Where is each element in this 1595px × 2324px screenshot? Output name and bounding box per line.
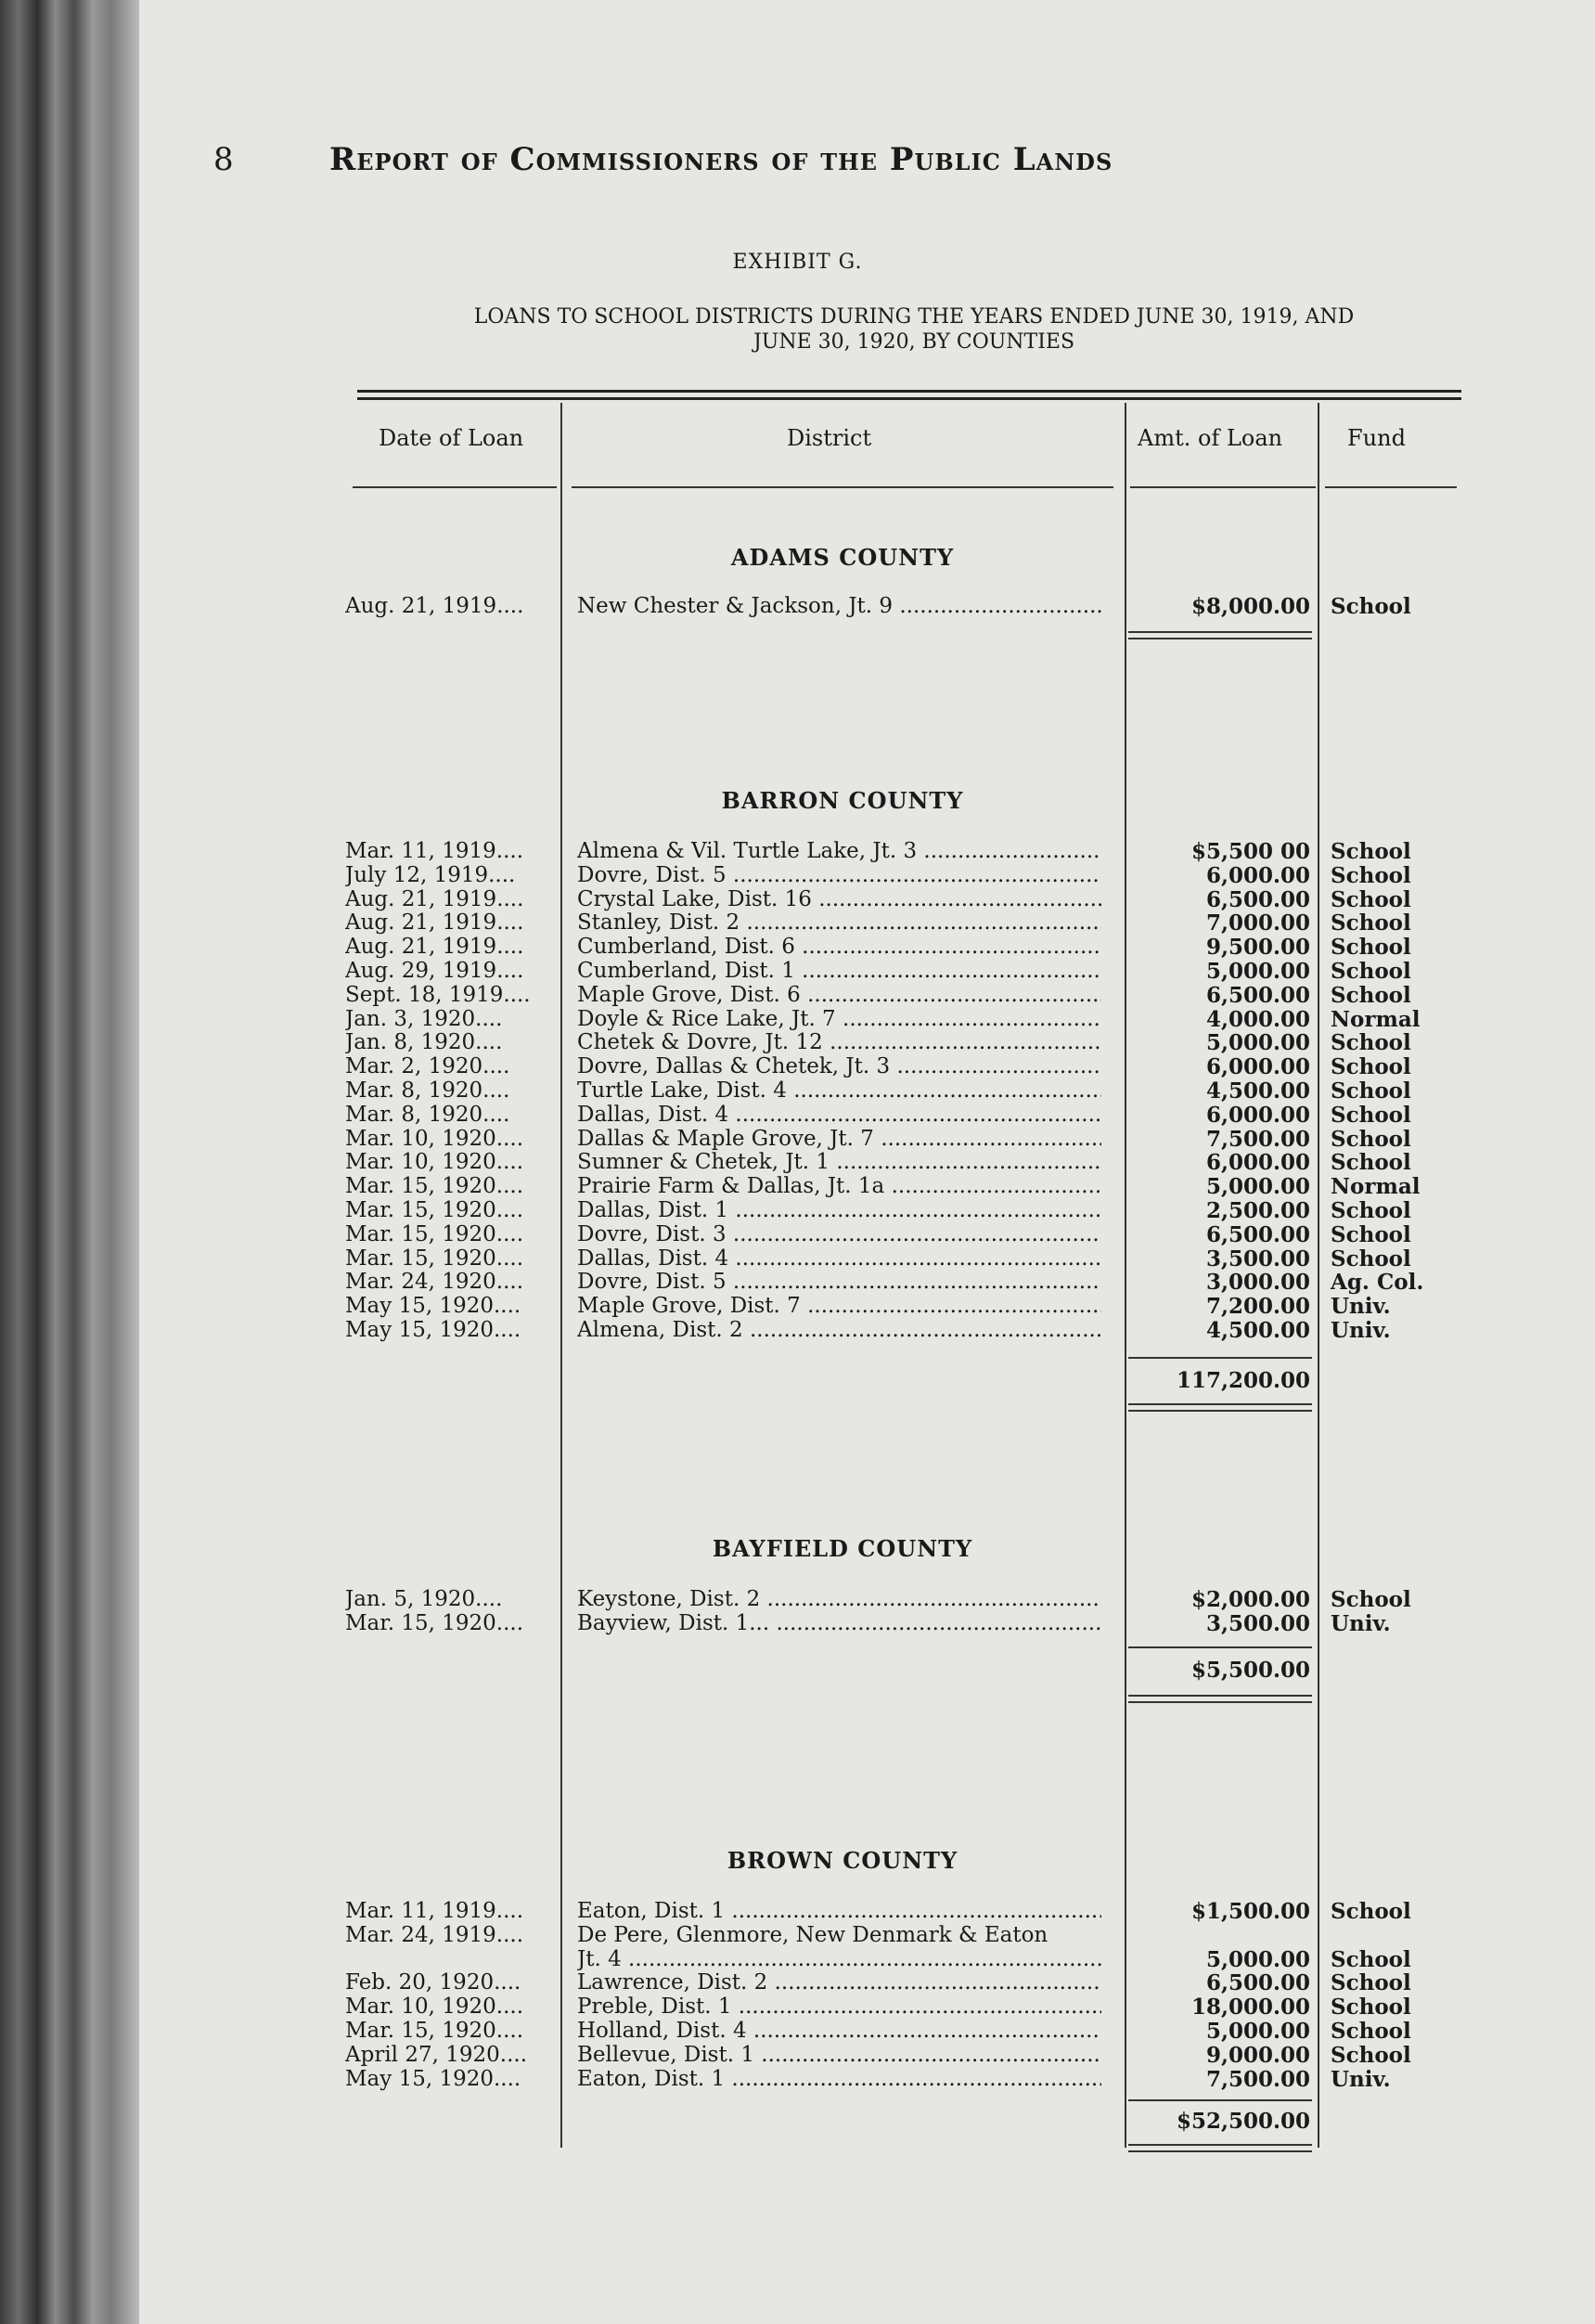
county-heading: BARRON COUNTY xyxy=(721,787,964,814)
loan-fund: School xyxy=(1331,1970,1411,1996)
county-heading: BROWN COUNTY xyxy=(727,1847,958,1874)
loan-fund: School xyxy=(1331,935,1411,961)
loan-fund: School xyxy=(1331,1030,1411,1056)
loan-fund: School xyxy=(1331,594,1411,619)
loan-date: Mar. 15, 1920.... xyxy=(345,1246,524,1271)
table-row xyxy=(345,2067,1459,2091)
total-double-rule xyxy=(1128,1403,1312,1412)
table-row xyxy=(345,1995,1459,2019)
header-rule-amount xyxy=(1130,486,1316,488)
loan-fund: School xyxy=(1331,839,1411,864)
table-row xyxy=(345,839,1459,863)
loan-date: Mar. 8, 1920.... xyxy=(345,1102,510,1127)
district-name: Dovre, Dist. 5 ..... xyxy=(577,863,1101,887)
header-rule-fund xyxy=(1325,486,1457,488)
district-name: Dallas & Maple Grove, Jt. 7 ..... xyxy=(577,1127,1101,1151)
loan-fund: Normal xyxy=(1331,1006,1421,1032)
loan-date: Mar. 24, 1919.... xyxy=(345,1922,524,1947)
table-row xyxy=(345,863,1459,887)
column-header-district: District xyxy=(787,425,872,451)
county-total: $5,500.00 xyxy=(1190,1658,1310,1683)
page-number: 8 xyxy=(213,141,234,178)
loan-fund: School xyxy=(1331,1150,1411,1176)
loan-amount: 6,000.00 xyxy=(1205,862,1310,888)
loan-date: Mar. 15, 1920.... xyxy=(345,1174,524,1199)
table-row xyxy=(345,1899,1459,1923)
loan-amount: 6,000.00 xyxy=(1205,1150,1310,1176)
table-row xyxy=(345,1150,1459,1174)
district-name: Cumberland, Dist. 6 ..... xyxy=(577,935,1101,959)
loan-amount: 4,500.00 xyxy=(1205,1318,1310,1343)
district-name: Jt. 4 ..... xyxy=(577,1947,1101,1971)
table-row xyxy=(345,887,1459,911)
column-header-amount: Amt. of Loan xyxy=(1138,425,1283,451)
district-name: Bellevue, Dist. 1 ..... xyxy=(577,2043,1101,2067)
loan-amount: 3,000.00 xyxy=(1205,1270,1310,1296)
loan-amount: 2,500.00 xyxy=(1205,1198,1310,1223)
table-row xyxy=(345,1246,1459,1271)
table-row xyxy=(345,910,1459,935)
caption-line-1: LOANS TO SCHOOL DISTRICTS DURING THE YEARS ENDED JUNE 30, 1919, AND xyxy=(473,305,1355,329)
table-row xyxy=(345,1294,1459,1318)
loan-date: May 15, 1920.... xyxy=(345,2066,521,2091)
county-total: 117,200.00 xyxy=(1176,1368,1310,1393)
loan-date: Aug. 21, 1919.... xyxy=(345,935,524,960)
loan-date: Aug. 29, 1919.... xyxy=(345,959,524,983)
district-name: Cumberland, Dist. 1 ..... xyxy=(577,959,1101,983)
table-row xyxy=(345,1078,1459,1103)
table-row xyxy=(345,1174,1459,1198)
district-name: Dovre, Dallas & Chetek, Jt. 3 ..... xyxy=(577,1054,1101,1078)
district-name: Prairie Farm & Dallas, Jt. 1a ..... xyxy=(577,1174,1101,1198)
loan-amount: 5,000.00 xyxy=(1205,1174,1310,1200)
district-name: Crystal Lake, Dist. 16 ..... xyxy=(577,887,1101,911)
page-header xyxy=(213,141,1364,197)
district-name: Dovre, Dist. 3 ..... xyxy=(577,1222,1101,1246)
table-caption xyxy=(353,304,1475,355)
district-name: Turtle Lake, Dist. 4 ..... xyxy=(577,1078,1101,1103)
loan-fund: School xyxy=(1331,1198,1411,1223)
loan-date: May 15, 1920.... xyxy=(345,1294,521,1319)
loan-fund: School xyxy=(1331,2019,1411,2044)
table-row xyxy=(345,1030,1459,1054)
loan-amount: 5,000.00 xyxy=(1205,2019,1310,2044)
loan-amount: 5,000.00 xyxy=(1205,1030,1310,1056)
loan-amount: 7,500.00 xyxy=(1205,2066,1310,2092)
loan-date: Mar. 11, 1919.... xyxy=(345,1899,524,1923)
loan-amount: $5,500 00 xyxy=(1190,839,1310,864)
table-row xyxy=(345,1054,1459,1078)
loan-fund: School xyxy=(1331,1899,1411,1924)
loan-fund: Univ. xyxy=(1331,1294,1391,1320)
table-row xyxy=(345,1318,1459,1342)
loan-fund: School xyxy=(1331,910,1411,936)
loan-date: Mar. 15, 1920.... xyxy=(345,1198,524,1222)
loan-fund: School xyxy=(1331,959,1411,984)
loan-date: April 27, 1920.... xyxy=(345,2042,528,2067)
caption-line-2: JUNE 30, 1920, BY COUNTIES xyxy=(752,330,1075,354)
header-rule-date xyxy=(353,486,557,488)
loan-date: July 12, 1919.... xyxy=(345,862,516,887)
district-name: Bayview, Dist. 1... ..... xyxy=(577,1611,1101,1635)
table-row xyxy=(345,1222,1459,1246)
table-row xyxy=(345,935,1459,959)
loan-amount: 9,000.00 xyxy=(1205,2042,1310,2068)
loan-fund: School xyxy=(1331,1126,1411,1152)
table-row xyxy=(345,1970,1459,1995)
loan-amount: 5,000.00 xyxy=(1205,959,1310,984)
loan-fund: School xyxy=(1331,1587,1411,1612)
loan-date: Aug. 21, 1919.... xyxy=(345,594,524,618)
loan-fund: School xyxy=(1331,2042,1411,2068)
table-top-rule xyxy=(357,390,1461,393)
table-row xyxy=(345,2043,1459,2067)
district-name: Dallas, Dist. 4 ..... xyxy=(577,1103,1101,1127)
total-double-rule xyxy=(1128,631,1312,639)
district-name: Holland, Dist. 4 ..... xyxy=(577,2019,1101,2043)
loan-date: Mar. 10, 1920.... xyxy=(345,1995,524,2020)
loan-fund: Ag. Col. xyxy=(1331,1270,1424,1296)
loan-fund: Univ. xyxy=(1331,1610,1391,1636)
district-name: Stanley, Dist. 2 ..... xyxy=(577,910,1101,935)
loan-amount: $2,000.00 xyxy=(1190,1587,1310,1612)
header-rule-district xyxy=(572,486,1113,488)
subtotal-rule xyxy=(1128,1646,1312,1648)
loan-amount: 4,500.00 xyxy=(1205,1078,1310,1104)
district-name: Dallas, Dist. 4 ..... xyxy=(577,1246,1101,1271)
loan-date: Mar. 15, 1920.... xyxy=(345,1610,524,1635)
table-row xyxy=(345,1007,1459,1031)
table-row xyxy=(345,1923,1459,1947)
loan-amount: 3,500.00 xyxy=(1205,1610,1310,1636)
loan-amount: 7,200.00 xyxy=(1205,1294,1310,1320)
loan-date: Jan. 5, 1920.... xyxy=(345,1587,503,1611)
table-top-rule-2 xyxy=(357,397,1461,400)
loan-date: Mar. 10, 1920.... xyxy=(345,1150,524,1175)
loan-amount: 9,500.00 xyxy=(1205,935,1310,961)
district-name: Sumner & Chetek, Jt. 1 ..... xyxy=(577,1150,1101,1174)
loan-fund: School xyxy=(1331,862,1411,888)
loan-fund: School xyxy=(1331,1946,1411,1972)
district-name: De Pere, Glenmore, New Denmark & Eaton xyxy=(577,1922,1048,1947)
district-name: Maple Grove, Dist. 7 ..... xyxy=(577,1294,1101,1318)
loan-date: Mar. 2, 1920.... xyxy=(345,1054,510,1079)
running-title: Report of Commissioners of the Public Lands xyxy=(329,141,1113,178)
book-binding xyxy=(0,0,139,2324)
district-name: Dallas, Dist. 1 ..... xyxy=(577,1198,1101,1222)
table-row xyxy=(345,594,1459,618)
district-name: Almena & Vil. Turtle Lake, Jt. 3 ..... xyxy=(577,839,1101,863)
district-name: Doyle & Rice Lake, Jt. 7 ..... xyxy=(577,1007,1101,1031)
district-name: Almena, Dist. 2 ..... xyxy=(577,1318,1101,1342)
loan-date: Aug. 21, 1919.... xyxy=(345,910,524,936)
column-header-fund: Fund xyxy=(1347,425,1406,451)
loan-fund: School xyxy=(1331,1246,1411,1272)
loan-amount: 6,500.00 xyxy=(1205,1970,1310,1996)
table-row xyxy=(345,1947,1459,1971)
district-name: New Chester & Jackson, Jt. 9 ..... xyxy=(577,594,1101,618)
loan-fund: School xyxy=(1331,1221,1411,1247)
district-name: Keystone, Dist. 2 ..... xyxy=(577,1587,1101,1611)
district-name: Eaton, Dist. 1 ..... xyxy=(577,2067,1101,2091)
county-total: $52,500.00 xyxy=(1176,2109,1310,2134)
table-row xyxy=(345,1270,1459,1294)
table-row xyxy=(345,1127,1459,1151)
loan-fund: School xyxy=(1331,982,1411,1008)
table-row xyxy=(345,959,1459,983)
total-double-rule xyxy=(1128,1695,1312,1703)
loan-date: Mar. 15, 1920.... xyxy=(345,2019,524,2043)
table-row xyxy=(345,1103,1459,1127)
loan-date: Mar. 10, 1920.... xyxy=(345,1126,524,1151)
loan-fund: Univ. xyxy=(1331,1318,1391,1343)
loan-amount: $1,500.00 xyxy=(1190,1899,1310,1924)
loan-amount: 18,000.00 xyxy=(1190,1995,1310,2021)
loan-amount: 6,500.00 xyxy=(1205,886,1310,912)
table-row xyxy=(345,1587,1459,1611)
loan-amount: 7,000.00 xyxy=(1205,910,1310,936)
loan-fund: Normal xyxy=(1331,1174,1421,1200)
county-heading: BAYFIELD COUNTY xyxy=(712,1535,973,1562)
loan-date: Aug. 21, 1919.... xyxy=(345,886,524,911)
district-name: Preble, Dist. 1 ..... xyxy=(577,1995,1101,2019)
loan-amount: 7,500.00 xyxy=(1205,1126,1310,1152)
loan-amount: 6,000.00 xyxy=(1205,1102,1310,1128)
loan-amount: 6,000.00 xyxy=(1205,1054,1310,1080)
loan-amount: 3,500.00 xyxy=(1205,1246,1310,1272)
loan-fund: Univ. xyxy=(1331,2066,1391,2092)
table-row xyxy=(345,2019,1459,2043)
loan-date: Mar. 11, 1919.... xyxy=(345,839,524,863)
loan-date: Mar. 8, 1920.... xyxy=(345,1078,510,1103)
loan-fund: School xyxy=(1331,886,1411,912)
table-row xyxy=(345,983,1459,1007)
district-name: Lawrence, Dist. 2 ..... xyxy=(577,1970,1101,1995)
district-name: Chetek & Dovre, Jt. 12 ..... xyxy=(577,1030,1101,1054)
loan-date: Mar. 15, 1920.... xyxy=(345,1221,524,1246)
total-double-rule xyxy=(1128,2144,1312,2152)
loan-fund: School xyxy=(1331,1078,1411,1104)
subtotal-rule xyxy=(1128,1357,1312,1359)
subtotal-rule xyxy=(1128,2099,1312,2101)
loan-date: Jan. 3, 1920.... xyxy=(345,1006,503,1031)
county-heading: ADAMS COUNTY xyxy=(730,544,955,571)
loan-date: Sept. 18, 1919.... xyxy=(345,982,531,1007)
loan-date: Jan. 8, 1920.... xyxy=(345,1030,503,1055)
loan-date: May 15, 1920.... xyxy=(345,1318,521,1342)
loan-amount: 5,000.00 xyxy=(1205,1946,1310,1972)
column-header-date: Date of Loan xyxy=(379,425,524,451)
exhibit-label: EXHIBIT G. xyxy=(732,251,863,274)
table-row xyxy=(345,1611,1459,1635)
loan-date: Feb. 20, 1920.... xyxy=(345,1970,521,1995)
district-name: Eaton, Dist. 1 ..... xyxy=(577,1899,1101,1923)
loan-amount: 6,500.00 xyxy=(1205,982,1310,1008)
loan-fund: School xyxy=(1331,1995,1411,2021)
loan-date: Mar. 24, 1920.... xyxy=(345,1270,524,1295)
district-name: Maple Grove, Dist. 6 ..... xyxy=(577,983,1101,1007)
district-name: Dovre, Dist. 5 ..... xyxy=(577,1270,1101,1294)
loan-fund: School xyxy=(1331,1102,1411,1128)
loan-amount: $8,000.00 xyxy=(1190,594,1310,619)
loan-amount: 6,500.00 xyxy=(1205,1221,1310,1247)
loan-fund: School xyxy=(1331,1054,1411,1080)
loan-amount: 4,000.00 xyxy=(1205,1006,1310,1032)
table-row xyxy=(345,1198,1459,1222)
